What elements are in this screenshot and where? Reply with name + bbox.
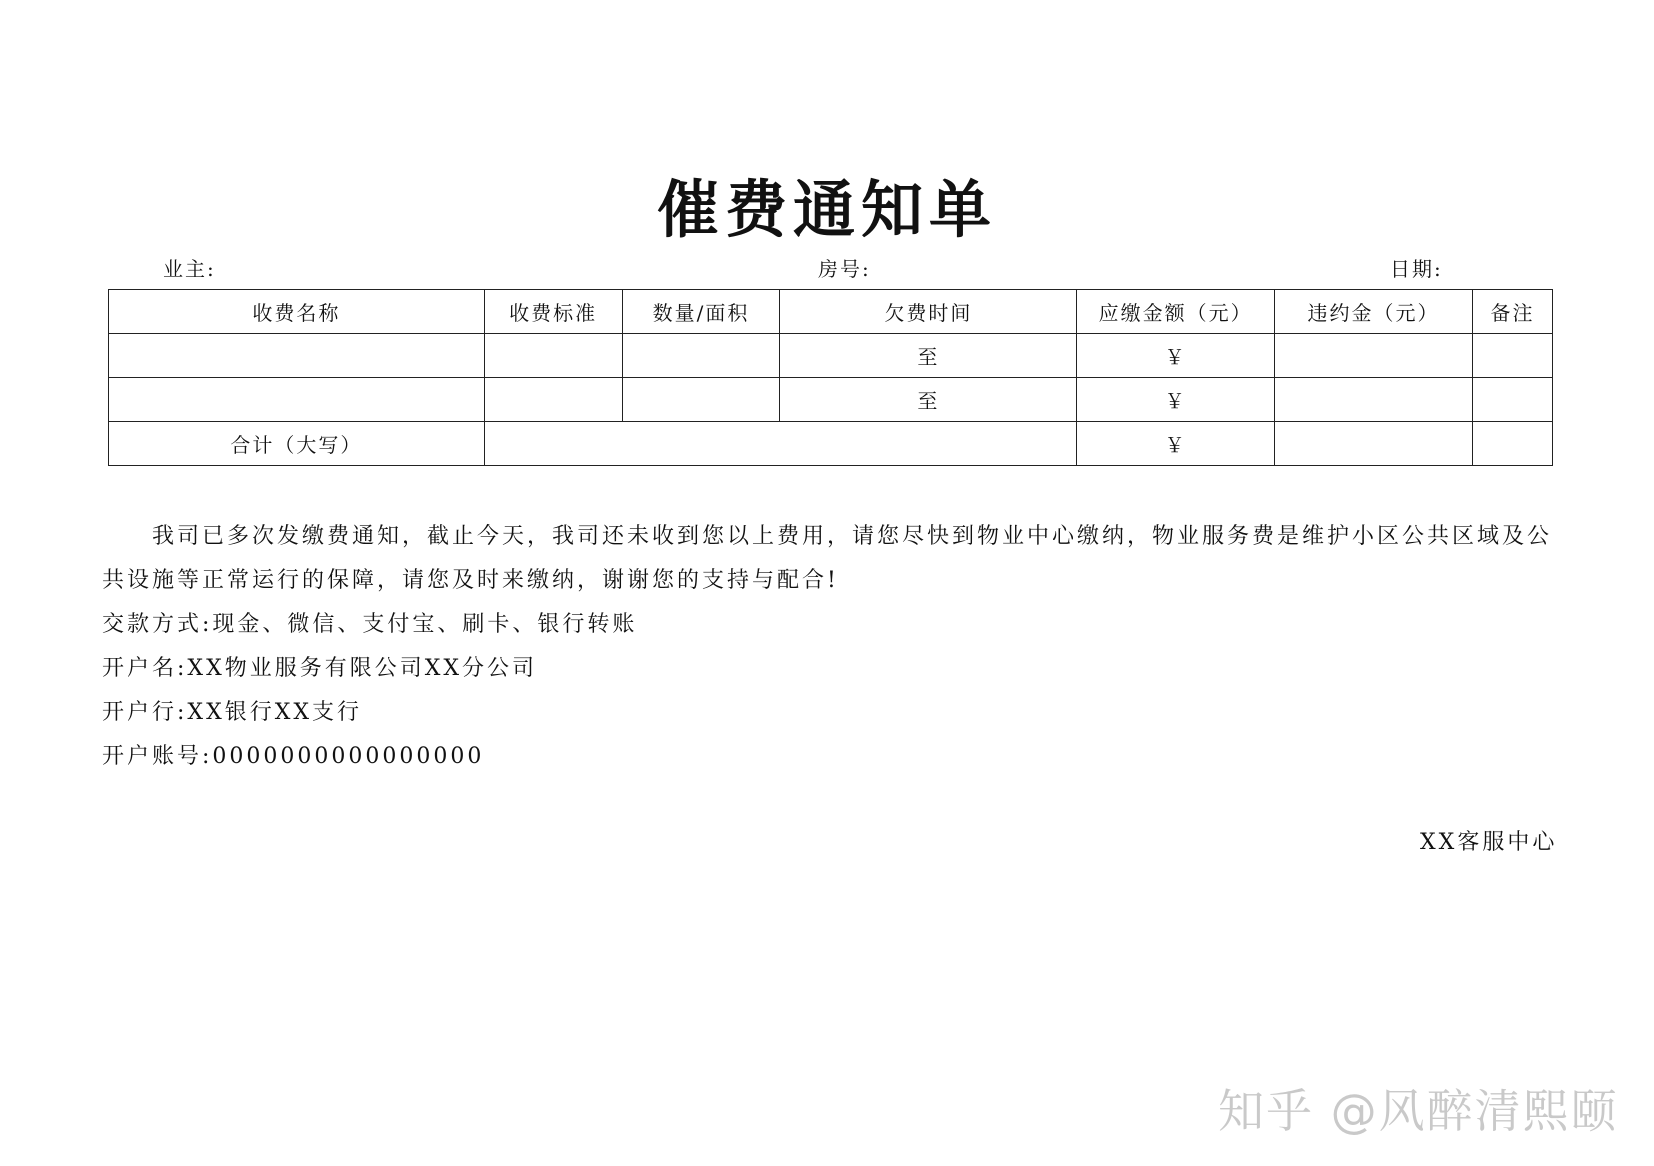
total-penalty — [1275, 422, 1473, 466]
header-amount-due: 应缴金额（元） — [1077, 290, 1275, 334]
total-row — [109, 422, 1553, 466]
cell-amount: ￥ — [1077, 378, 1275, 422]
cell-fee-standard — [484, 378, 622, 422]
cell-period: 至 — [780, 378, 1077, 422]
account-name: 开户名:XX物业服务有限公司XX分公司 — [102, 656, 538, 681]
table-header-row — [109, 290, 1553, 334]
signature: XX客服中心 — [1420, 830, 1558, 855]
owner-label: 业主: — [163, 257, 216, 281]
cell-penalty — [1275, 378, 1473, 422]
cell-fee-standard — [484, 334, 622, 378]
header-fee-standard: 收费标准 — [484, 290, 622, 334]
total-amount: ￥ — [1077, 422, 1275, 466]
cell-remark — [1472, 378, 1552, 422]
cell-period: 至 — [780, 334, 1077, 378]
date-label: 日期: — [1390, 257, 1443, 281]
fee-table — [108, 289, 1553, 466]
cell-amount: ￥ — [1077, 334, 1275, 378]
header-quantity-area: 数量/面积 — [622, 290, 780, 334]
cell-quantity — [622, 334, 780, 378]
notice-body — [102, 515, 1562, 779]
cell-quantity — [622, 378, 780, 422]
cell-remark — [1472, 334, 1552, 378]
header-penalty: 违约金（元） — [1275, 290, 1473, 334]
header-remark: 备注 — [1472, 290, 1552, 334]
table-row — [109, 378, 1553, 422]
notice-paragraph: 我司已多次发缴费通知，截止今天，我司还未收到您以上费用，请您尽快到物业中心缴纳，物业服务费是维护小区公共区域及公共设施等正常运行的保障，请您及时来缴纳，谢谢您的支持与配合! — [102, 524, 1553, 593]
cell-penalty — [1275, 334, 1473, 378]
account-bank: 开户行:XX银行XX支行 — [102, 700, 363, 725]
total-uppercase-value — [484, 422, 1077, 466]
account-number: 开户账号:0000000000000000 — [102, 744, 485, 769]
cell-fee-name — [109, 334, 485, 378]
room-label: 房号: — [818, 257, 871, 281]
document-title: 催费通知单 — [656, 173, 997, 246]
total-remark — [1472, 422, 1552, 466]
header-fee-name: 收费名称 — [109, 290, 485, 334]
watermark: 知乎 @风醉清熙颐 — [1218, 1084, 1619, 1138]
cell-fee-name — [109, 378, 485, 422]
table-row — [109, 334, 1553, 378]
header-arrears-period: 欠费时间 — [780, 290, 1077, 334]
payment-methods: 交款方式:现金、微信、支付宝、刷卡、银行转账 — [102, 612, 638, 637]
total-label: 合计（大写） — [109, 422, 485, 466]
